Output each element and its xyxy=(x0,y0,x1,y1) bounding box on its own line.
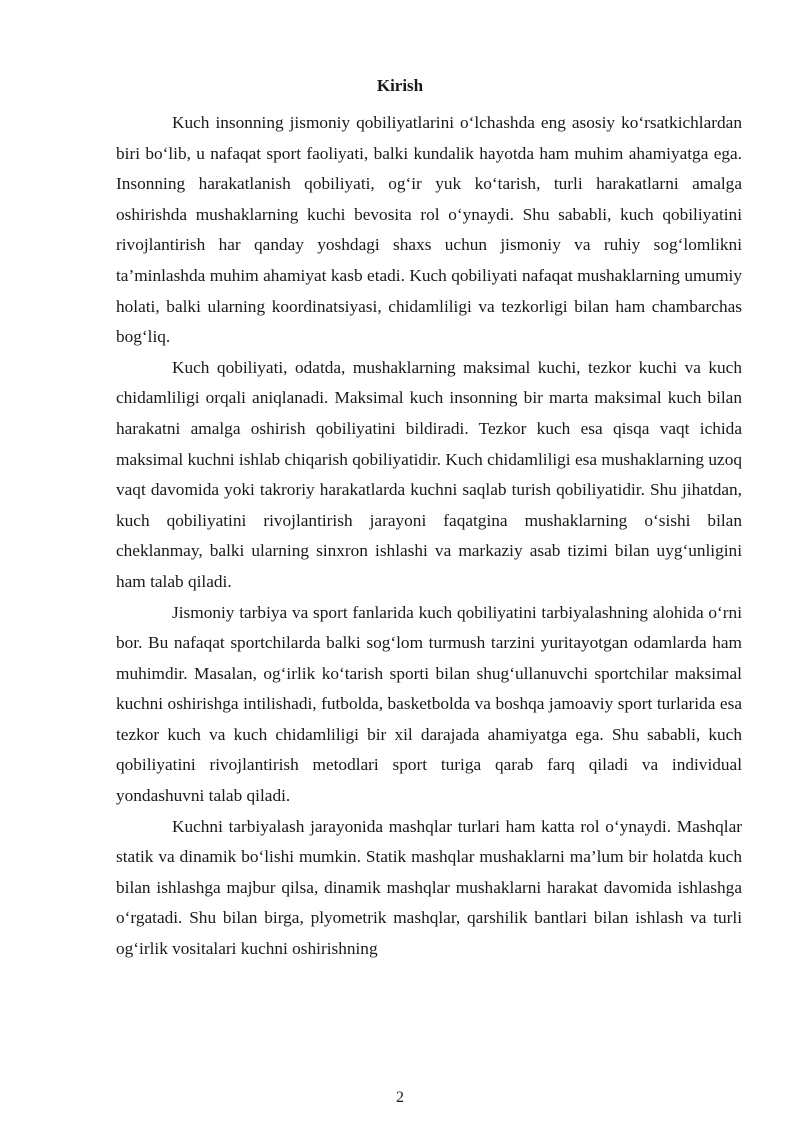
page-title: Kirish xyxy=(376,76,424,95)
paragraph-2: Kuch qobiliyati, odatda, mushaklarning maksimal kuchi, tezkor kuchi va kuch chidamliligi orqali aniqlanadi. Maksimal kuch insonning bir marta maksimal kuch bilan harakatni amalga oshirish qobiliyatini bildiradi. Tezkor kuch esa qisqa vaqt ichida maksimal kuchni ishlab chiqarish qobiliyatidir. Kuch chidamliligi esa mushaklarning uzoq vaqt davomida yoki takroriy harakatlarda kuchni saqlab turish qobiliyatidir. Shu jihatdan, kuch qobiliyatini rivojlantirish jarayoni faqatgina mushaklarning o‘sishi bilan cheklanmay, balki ularning sinxron ishlashi va markaziy asab tizimi bilan uyg‘unligini ham talab qiladi. xyxy=(116,357,742,591)
page-number: 2 xyxy=(396,1089,404,1106)
paragraph-3: Jismoniy tarbiya va sport fanlarida kuch qobiliyatini tarbiyalashning alohida o‘rni bor. Bu nafaqat sportchilarda balki sog‘lom turmush tarzini yuritayotgan odamlarda ham muhimdir. Masalan, og‘irlik ko‘tarish sporti bilan shug‘ullanuvchi sportchilar maksimal kuchni oshirishga intilishadi, futbolda, basketbolda va boshqa jamoaviy sport turlarida esa tezkor kuch va kuch chidamliligi bir xil darajada ahamiyatga ega. Shu sababli, kuch qobiliyatini rivojlantirish metodlari sport turiga qarab farq qiladi va individual yondashuvni talab qiladi. xyxy=(116,602,742,806)
paragraph-4: Kuchni tarbiyalash jarayonida mashqlar turlari ham katta rol o‘ynaydi. Mashqlar statik va dinamik bo‘lishi mumkin. Statik mashqlar mushaklarni ma’lum bir holatda kuch bilan ishlashga majbur qilsa, dinamik mashqlar mushaklarni harakat davomida ishlashga o‘rgatadi. Shu bilan birga, plyometrik mashqlar, qarshilik bantlari bilan ishlash va turli og‘irlik vositalari kuchni oshirishning xyxy=(116,816,742,959)
paragraph-1: Kuch insonning jismoniy qobiliyatlarini o‘lchashda eng asosiy ko‘rsatkichlardan biri bo‘lib, u nafaqat sport faoliyati, balki kundalik hayotda ham muhim ahamiyatga ega. Insonning harakatlanish qobiliyati, og‘ir yuk ko‘tarish, turli harakatlarni amalga oshirishda mushaklarning kuchi bevosita rol o‘ynaydi. Shu sababli, kuch qobiliyatini rivojlantirish har qanday yoshdagi shaxs uchun jismoniy va ruhiy sog‘lomlikni ta’minlashda muhim ahamiyat kasb etadi. Kuch qobiliyati nafaqat mushaklarning umumiy holati, balki ularning koordinatsiyasi, chidamliligi va tezkorligi bilan ham chambarchas bog‘liq. xyxy=(116,113,742,347)
body-text xyxy=(116,108,742,965)
